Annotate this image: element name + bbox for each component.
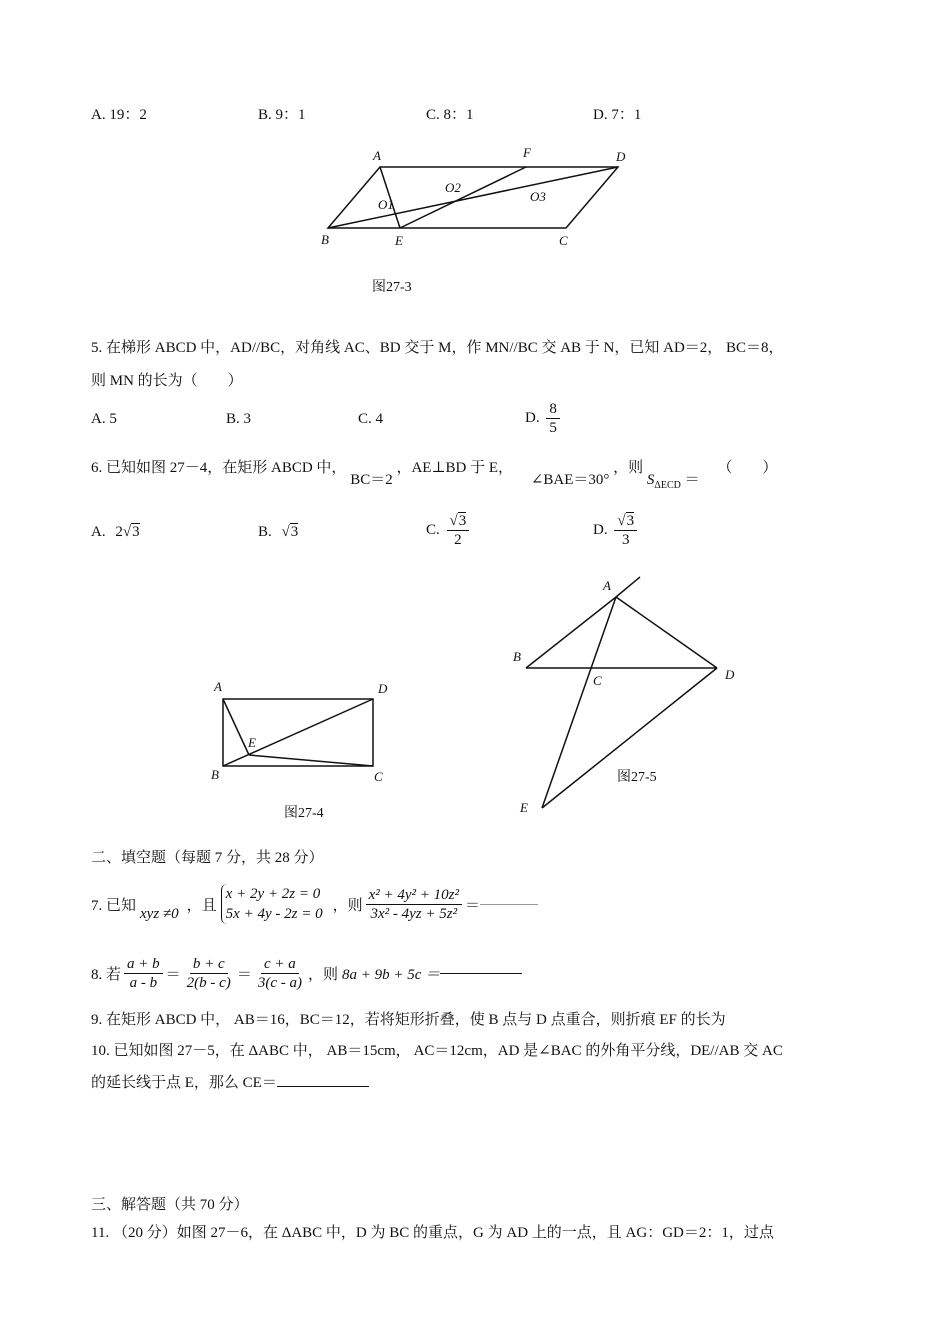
- q5-option-d-numerator: 8: [546, 400, 560, 419]
- q7-condition: xyz ≠0: [140, 905, 179, 922]
- q6-option-d-numerator: √3: [614, 512, 637, 531]
- q8-eq-2: ＝: [236, 967, 252, 983]
- figure-27-5-caption: 图27-5: [617, 770, 657, 785]
- q6-option-a-radical: √3: [122, 524, 140, 540]
- figure-27-4: [200, 672, 410, 792]
- q7-equation-1: x + 2y + 2z = 0: [225, 886, 321, 902]
- figure-27-3: [300, 140, 660, 255]
- q10-answer-blank[interactable]: [277, 1086, 369, 1087]
- q8-then: ，则: [307, 967, 338, 983]
- label-O1: O1: [378, 197, 394, 212]
- q6-option-a-prefix: A.: [91, 524, 106, 540]
- label-A: A: [214, 679, 222, 694]
- q6-option-c-radicand: 3: [458, 513, 467, 529]
- q6-option-d-denominator: 3: [621, 532, 630, 548]
- q10-line2-text: 的延长线于点 E，那么 CE＝: [91, 1075, 277, 1091]
- q7-and: ，且: [186, 897, 217, 914]
- q5-option-d-prefix: D.: [525, 409, 540, 426]
- label-C: C: [374, 769, 383, 784]
- q8-fraction-2-denominator: 2(b - c): [186, 975, 231, 991]
- q7-eq: ＝: [464, 897, 480, 914]
- label-F: F: [523, 145, 531, 160]
- q5-line1: 5. 在梯形 ABCD 中，AD//BC，对角线 AC、BD 交于 M，作 MN//BC 交 AB 于 N，已知 AD＝2， BC＝8，: [91, 340, 784, 356]
- q4-option-b: B. 9：1: [258, 107, 306, 123]
- label-E: E: [248, 735, 256, 750]
- q6-mid: ，AE⊥BD 于 E，: [396, 460, 514, 476]
- label-O3: O3: [530, 189, 546, 204]
- segment-de: [542, 668, 717, 808]
- q5-option-d-fraction: [546, 400, 560, 437]
- q6-option-c-numerator: √3: [447, 512, 470, 531]
- q6-option-d-prefix: D.: [593, 521, 608, 538]
- q6-option-b-prefix: B.: [258, 524, 272, 540]
- q7-denominator: 3x² - 4yz + 5z²: [370, 905, 458, 922]
- segment-ec: [249, 755, 373, 766]
- label-C: C: [593, 673, 602, 688]
- q7-then: ，则: [332, 897, 363, 914]
- q6-option-c-fraction: [447, 512, 470, 549]
- q8-fraction-2: [184, 955, 234, 992]
- q7-equation-2: 5x + 4y - 2z = 0: [225, 906, 323, 922]
- q8-answer-blank[interactable]: [440, 973, 522, 974]
- label-E: E: [395, 233, 403, 248]
- q10-line1: 10. 已知如图 27－5，在 ΔABC 中， AB＝15cm， AC＝12cm，AD 是∠BAC 的外角平分线，DE//AB 交 AC: [91, 1043, 783, 1059]
- figure-27-4-caption: 图27-4: [284, 806, 324, 821]
- q8-fraction-2-numerator: b + c: [190, 955, 228, 974]
- q6-option-c-denominator: 2: [454, 532, 462, 548]
- segment-fe: [400, 167, 526, 228]
- label-D: D: [616, 149, 626, 164]
- figure-27-3-caption: 图27-3: [372, 280, 412, 295]
- q7-prefix: 7. 已知: [91, 897, 137, 914]
- q6-option-c-prefix: C.: [426, 521, 440, 538]
- label-D: D: [725, 667, 735, 682]
- q5-option-b: B. 3: [226, 411, 252, 427]
- q7-answer-blank[interactable]: [480, 904, 538, 905]
- label-B: B: [321, 232, 329, 247]
- q5-option-a: A. 5: [91, 411, 117, 427]
- extension-ba: [616, 577, 640, 597]
- q8-expression: 8a + 9b + 5c ＝: [342, 967, 441, 983]
- q6-option-a-coef: 2: [115, 524, 123, 540]
- section-2-heading: 二、填空题（每题 7 分，共 28 分）: [91, 850, 324, 866]
- label-D: D: [378, 681, 388, 696]
- q4-option-c: C. 8：1: [426, 107, 474, 123]
- q7: [91, 884, 538, 924]
- segment-ae: [542, 597, 616, 808]
- q6-area-eq: ＝: [684, 472, 700, 488]
- q7-equation-system: [221, 884, 323, 924]
- label-E: E: [520, 800, 528, 815]
- section-3-heading: 三、解答题（共 70 分）: [91, 1197, 249, 1213]
- q6-text: 6. 已知如图 27－4，在矩形 ABCD 中，: [91, 460, 347, 476]
- q9: 9. 在矩形 ABCD 中， AB＝16，BC＝12，若将矩形折叠，使 B 点与 D 点重合，则折痕 EF 的长为: [91, 1012, 726, 1028]
- q8-fraction-1: [124, 955, 163, 992]
- q8: [91, 955, 522, 992]
- q8-prefix: 8. 若: [91, 967, 122, 983]
- q6-area: [646, 472, 700, 491]
- q7-numerator: x² + 4y² + 10z²: [366, 886, 462, 905]
- segment-ba: [526, 597, 616, 668]
- q6-option-d-radicand: 3: [626, 513, 635, 529]
- q5-option-d-denominator: 5: [549, 420, 557, 436]
- q6-option-b-radical: √3: [281, 524, 299, 540]
- label-C: C: [559, 233, 568, 248]
- q8-fraction-1-denominator: a - b: [129, 975, 158, 991]
- label-B: B: [211, 767, 219, 782]
- q11: 11. （20 分）如图 27－6，在 ΔABC 中，D 为 BC 的重点，G 为 AD 上的一点，且 AG：GD＝2：1，过点: [91, 1225, 774, 1241]
- q6-option-a-radicand: 3: [132, 524, 140, 540]
- q4-option-a: A. 19：2: [91, 107, 147, 123]
- segment-ae: [223, 699, 249, 755]
- diagonal-bd: [223, 699, 373, 766]
- q6-then: ，则: [613, 460, 644, 476]
- label-B: B: [513, 649, 521, 664]
- q6-bc: BC＝2: [350, 472, 393, 488]
- q6-paren: （ ）: [717, 460, 778, 476]
- q6-option-a: [91, 524, 140, 541]
- q5-option-c: C. 4: [358, 411, 384, 427]
- q8-fraction-1-numerator: a + b: [124, 955, 163, 974]
- q6-option-d: [593, 512, 640, 549]
- q5-option-d: [525, 400, 563, 437]
- q5-line2: 则 MN 的长为（ ）: [91, 373, 243, 389]
- q7-fraction: [366, 886, 462, 923]
- q8-fraction-3-numerator: c + a: [261, 955, 299, 974]
- q6-option-c: [426, 512, 472, 549]
- q6-area-subscript: ΔECD: [654, 480, 681, 491]
- q6-option-b: [258, 524, 298, 541]
- q6-area-symbol: S: [646, 472, 655, 488]
- label-A: A: [373, 148, 381, 163]
- q8-eq-1: ＝: [165, 967, 181, 983]
- label-A: A: [603, 578, 611, 593]
- label-O2: O2: [445, 180, 461, 195]
- q6-option-b-radicand: 3: [290, 524, 299, 540]
- q10-line2: [91, 1071, 369, 1092]
- q8-fraction-3: [255, 955, 305, 992]
- q8-fraction-3-denominator: 3(c - a): [257, 975, 302, 991]
- segment-ad: [616, 597, 717, 668]
- q6-option-d-fraction: [614, 512, 637, 549]
- q4-option-d: D. 7：1: [593, 107, 642, 123]
- q6-angle: ∠BAE＝30°: [530, 472, 610, 488]
